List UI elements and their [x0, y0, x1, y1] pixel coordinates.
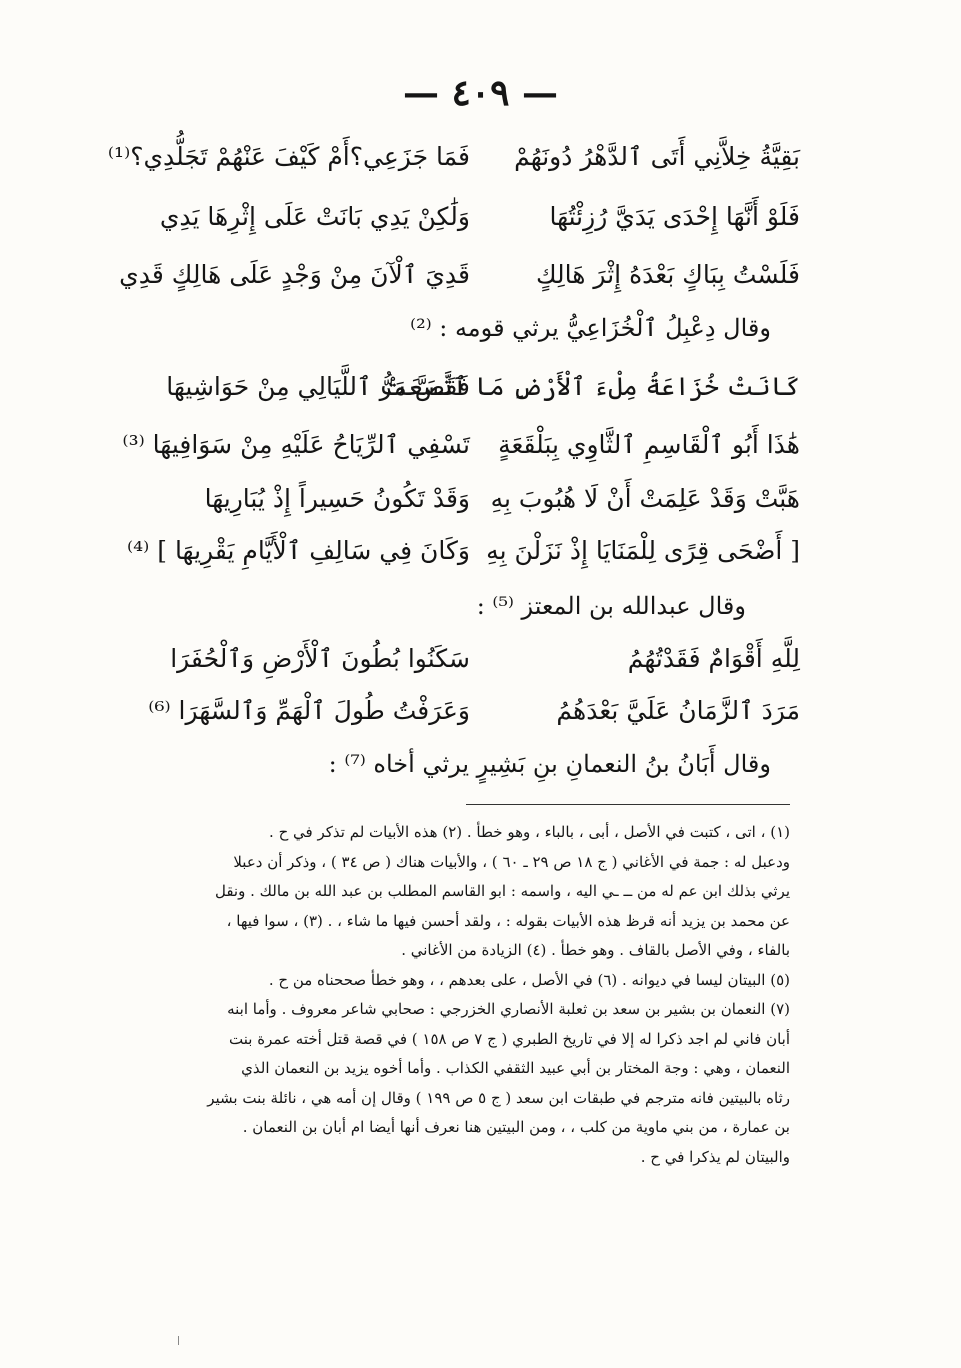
- verse-line: [140, 474, 800, 524]
- verse-line: [119, 250, 800, 300]
- verse-second-hemistich: وَقَدْ تَكُونُ حَسِيراً إِذْ يُبَارِيهَا: [204, 484, 470, 513]
- verse-first-hemistich: كَانَتْ خُزَاعَةُ مِلْءَ ٱلْأَرْضِ مَا ٱتَّسَعَتْ: [379, 372, 800, 401]
- poem-introduction: وقال دِعْبِلُ ٱلْخُزَاعِيُّ يرثي قومه : ⁽²⁾: [410, 314, 771, 342]
- footnote-line: (٥) البيتان ليسا في ديوانه . (٦) في الأصل ، على بعدهم ، ، وهو خطأ صححناه من ح .: [268, 970, 790, 989]
- verse-first-hemistich: هَبَّتْ وَقَدْ عَلِمَتْ أَنْ لَا هُبُوبَ بِهِ: [490, 484, 800, 513]
- verse-first-hemistich: مَرَدَ ٱلزَّمَانُ عَلَيَّ بَعْدَهُمُ: [556, 696, 800, 725]
- footnote-line: بن عمارة ، من بني ماوية من كلب ، ، ومن البيتين هنا نعرف أنها أيضا ام أبان بن النعمان .: [242, 1118, 790, 1136]
- poem-introduction: وقال عبدالله بن المعتز ⁽⁵⁾ :: [476, 592, 746, 620]
- footnote-line: عن محمد بن يزيد أنه قرظ هذه الأبيات بقوله : ، ولقد أحسن فيها ما شاء ، . (٣) ، سوا فيها ،: [226, 911, 790, 930]
- footnote-line: والبيتان لم يذكرا في ح .: [640, 1147, 790, 1166]
- footnote-line: رثاه بالبيتين فانه مترجم في طبقات ابن سعد ( ج ٥ ص ١٩٩ ) وقال إن أمه هي ، نائلة بنت بشير: [207, 1088, 790, 1107]
- scan-mark: [178, 1336, 179, 1345]
- footnote-line: ودعبل له : جمة في الأغاني ( ج ١٨ ص ٢٩ ـ ٦٠ ) ، والأبيات هناك ( ص ٣٤ ) ، وذكر أن دعبلا: [233, 852, 790, 871]
- footnote-line: بالفاء ، وفي الأصل بالقاف . وهو خطأ . (٤) الزيادة من الأغاني .: [401, 941, 790, 959]
- footnote-line: أبان فاني لم اجد ذكرا له إلا في تاريخ الطبري ( ج ٧ ص ١٥٨ ) في قصة قتل أخته عمرة بنت: [229, 1029, 790, 1048]
- footnote-line: يرثي بذلك ابن عم له من ــ ـي اليه ، واسمه : ابو القاسم المطلب بن عبد الله بن مالك . ونقل: [214, 882, 790, 900]
- page-number: — ٤٠٩ —: [402, 72, 559, 114]
- verse-first-hemistich: فَلَسْتُ بِبَاكٍ بَعْدَهُ إِثْرَ هَالِكٍ: [535, 260, 800, 289]
- verse-line: [126, 526, 800, 576]
- footnote-line: النعمان ، وهي : وجة المختار بن أبي عبيد الثقفي الكذاب . وأما أخوه يزيد بن النعمان الذي: [241, 1059, 790, 1077]
- footnote-line: (١) ، اتى ، كتبت في الأصل ، أبى ، بالباء ، وهو خطأ . (٢) هذه الأبيات لم تذكر في ح .: [269, 823, 790, 841]
- verse-line: [122, 420, 800, 470]
- footnote-line: (٧) النعمان بن بشير بن سعد بن ثعلبة الأنصاري الخزرجي : صحابي شاعر معروف . وأما ابنه: [227, 1000, 790, 1018]
- verse-second-hemistich: وَكَانَ فِي سَالِفِ ٱلْأَيَّامِ يَقْرِيهَا ] ⁽⁴⁾: [126, 536, 470, 565]
- verse-second-hemistich: وَلَٰكِنْ يَدِي بَانَتْ عَلَى إِثْرِهَا يَدِي: [159, 202, 470, 231]
- verse-second-hemistich: قَدِيَ ٱلْآنَ مِنْ وَجْدٍ عَلَى هَالِكٍ قَدِي: [119, 260, 470, 289]
- verse-second-hemistich: فَقَصَّ مَرُّ ٱللَّيَالِي مِنْ حَوَاشِيهَا: [166, 372, 470, 401]
- verse-second-hemistich: تَسْفِي ٱلرِّيَاحُ عَلَيْهِ مِنْ سَوَافِيهَا ⁽³⁾: [122, 430, 470, 459]
- verse-first-hemistich: هَٰذَا أَبُو ٱلْقَاسِمِ ٱلثَّاوِي بِبَلْقَعَةٍ: [498, 430, 800, 459]
- verse-first-hemistich: فَلَوْ أَنَّهَا إِحْدَى يَدَيَّ رُزِئْتُهَا: [549, 202, 800, 231]
- verse-first-hemistich: [ أَضْحَى قِرًى لِلْمَنَايَا إِذْ نَزَلْنَ بِهِ: [486, 536, 800, 565]
- verse-line: [140, 686, 800, 736]
- verse-line: [140, 192, 800, 242]
- verse-second-hemistich: وَعَرَفْتُ طُولَ ٱلْهَمِّ وَٱلسَّهَرَا ⁽⁶⁾: [148, 696, 470, 725]
- verse-line: [140, 634, 800, 684]
- verse-second-hemistich: سَكَنُوا بُطُونَ ٱلْأَرْضِ وَٱلْحُفَرَا: [170, 644, 470, 673]
- verse-first-hemistich: بَقِيَّةُ خِلاَّنِي أَتَى ٱلدَّهْرُ دُونَهُمْ: [514, 142, 800, 171]
- verse-second-hemistich: فَمَا جَزَعِي؟أَمْ كَيْفَ عَنْهُمْ تَجَلُّدِي؟⁽¹⁾: [107, 142, 470, 171]
- footnotes: [150, 818, 790, 1172]
- verse-line: [107, 132, 800, 182]
- verse-first-hemistich: لِلَّهِ أَقْوَامٌ فَقَدْتُهُمُ: [627, 644, 800, 673]
- footnote-divider: [466, 804, 790, 805]
- verse-line: [140, 362, 800, 412]
- poem-introduction: وقال أَبَانُ بنُ النعمانِ بنِ بَشِيرٍ يرثي أخاه ⁽⁷⁾ :: [328, 750, 771, 778]
